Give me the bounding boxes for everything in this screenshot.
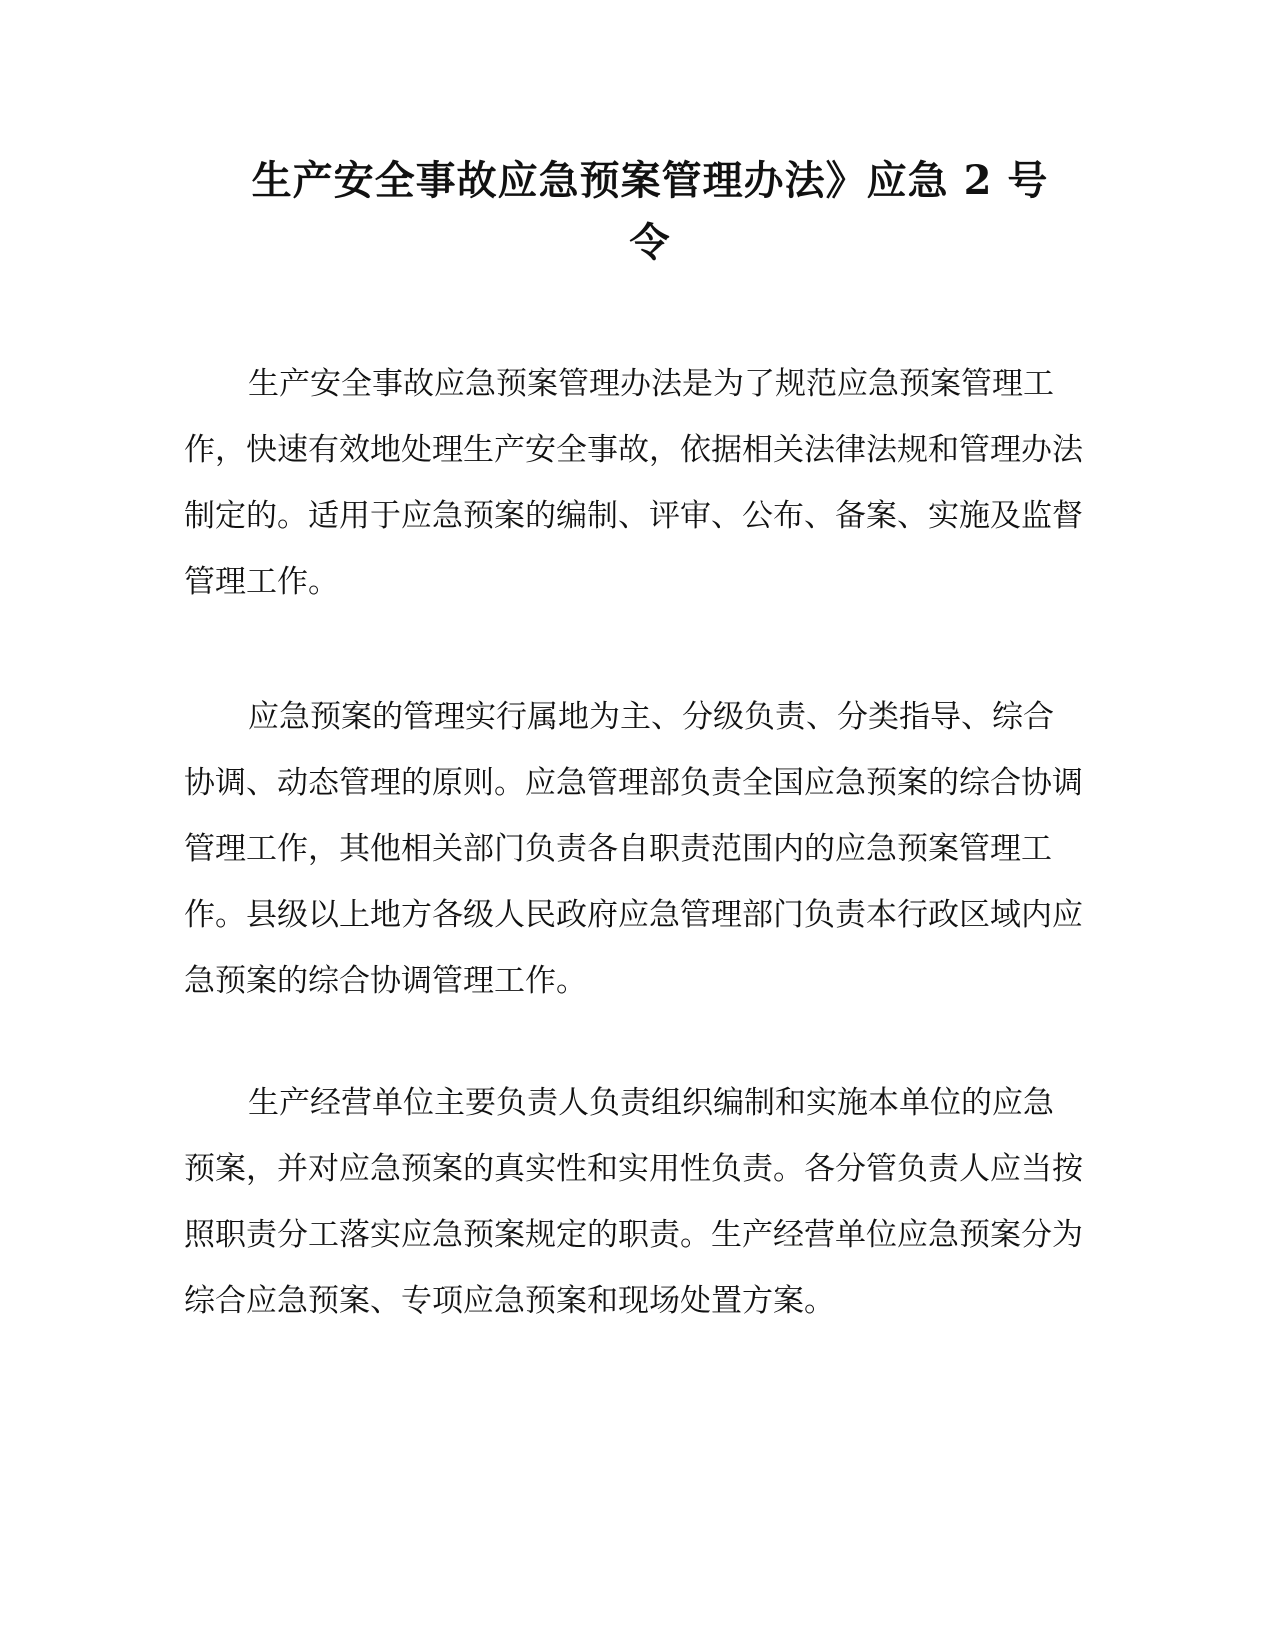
paragraph-management-principles: 应急预案的管理实行属地为主、分级负责、分类指导、综合协调、动态管理的原则。应急管理部负责全国应急预案的综合协调管理工作，其他相关部门负责各自职责范围内的应急预案管理工作。县级以上地方各级人民政府应急管理部门负责本行政区域内应急预案的综合协调管理工作。 [184, 699, 1083, 999]
paragraph-unit-responsibility: 生产经营单位主要负责人负责组织编制和实施本单位的应急预案，并对应急预案的真实性和实用性负责。各分管负责人应当按照职责分工落实应急预案规定的职责。生产经营单位应急预案分为综合应急预案、专项应急预案和现场处置方案。 [184, 1085, 1083, 1319]
paragraph-purpose: 生产安全事故应急预案管理办法是为了规范应急预案管理工作，快速有效地处理生产安全事故，依据相关法律法规和管理办法制定的。适用于应急预案的编制、评审、公布、备案、实施及监督管理工作。 [184, 366, 1083, 600]
document-title: 生产安全事故应急预案管理办法》应急 2 号令 [251, 157, 1049, 266]
